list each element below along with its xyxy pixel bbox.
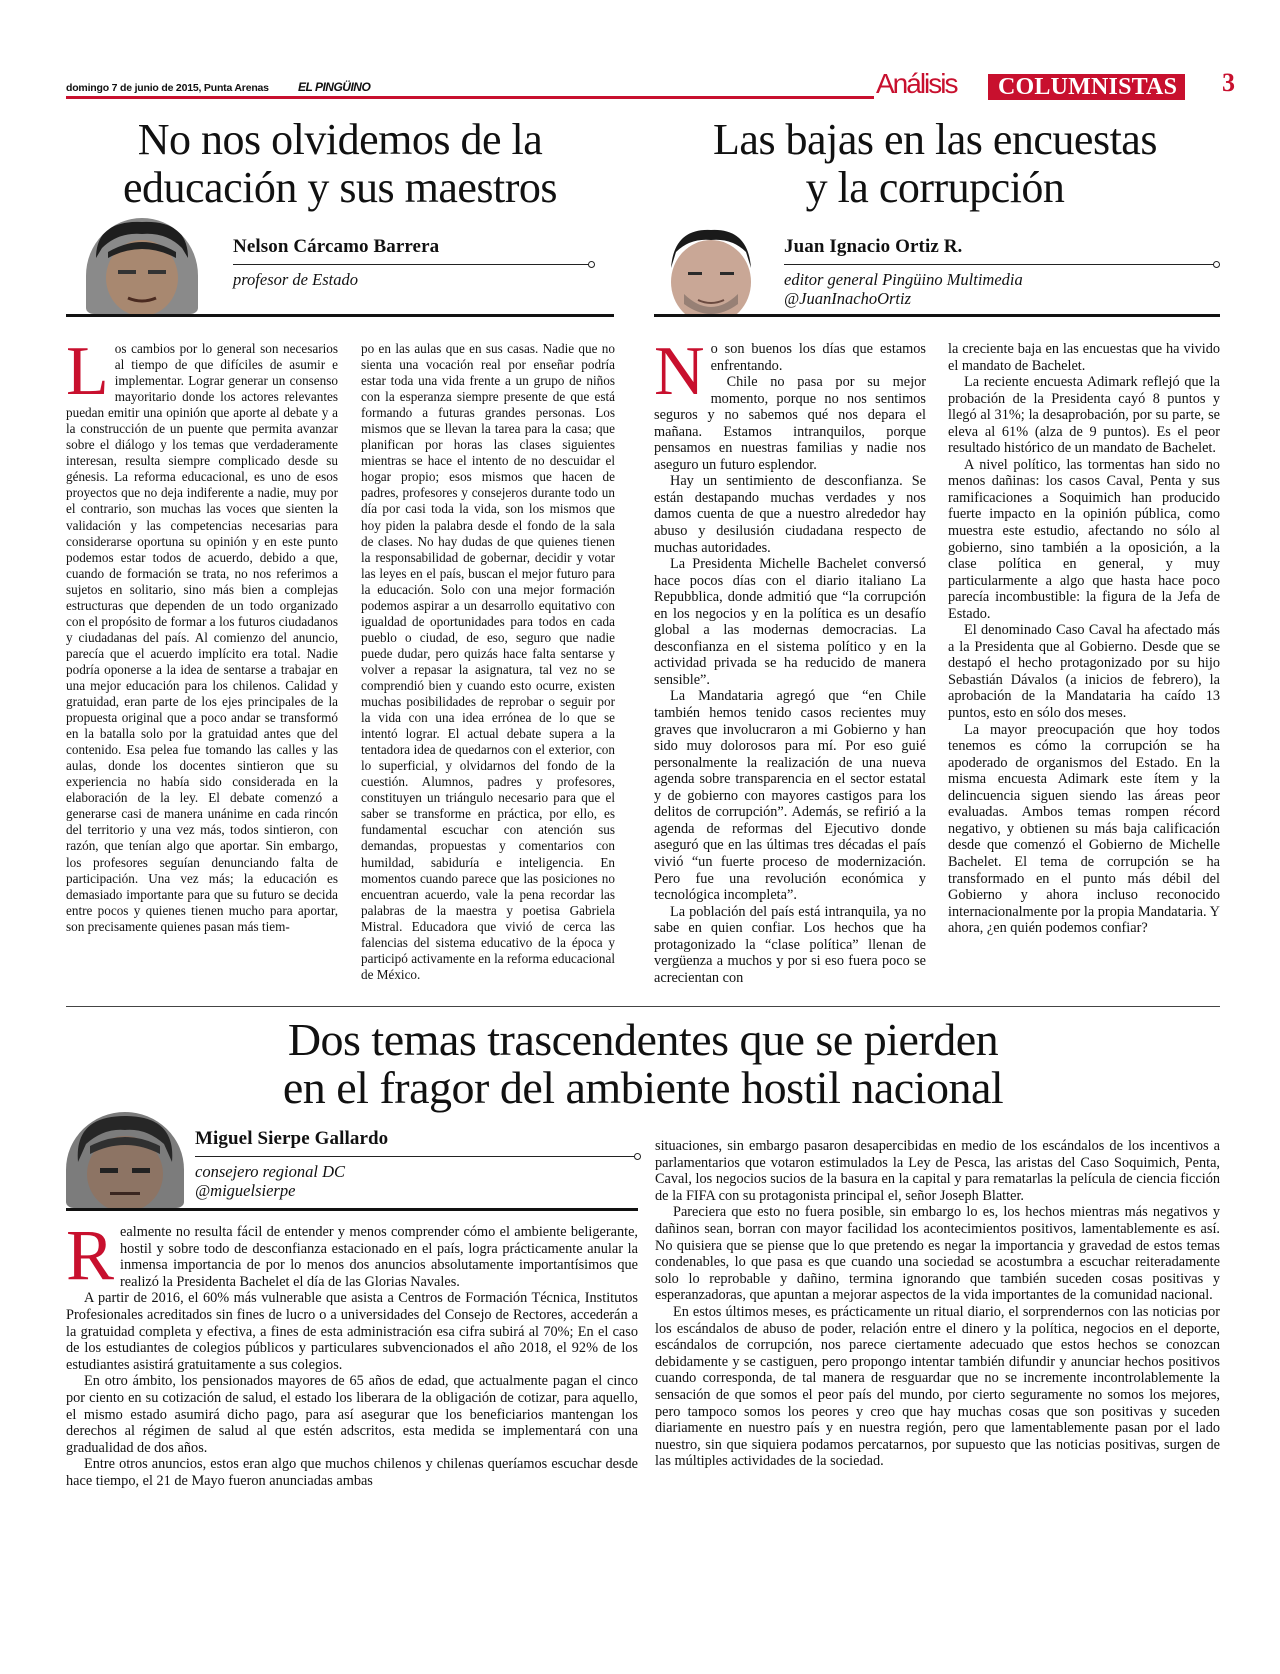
- article2-column2: [948, 341, 1220, 937]
- section-analisis: Análisis: [876, 68, 957, 99]
- article2-paragraph: la creciente baja en las encuestas que ha vivido el mandato de Bachelet.: [948, 341, 1220, 374]
- article1-role: profesor de Estado: [233, 270, 358, 289]
- article2-author: Juan Ignacio Ortiz R.: [784, 236, 963, 257]
- article2-rule: [654, 314, 1220, 317]
- article2-paragraph: Chile no pasa por su mejor momento, porque no nos sentimos seguros y no sabemos qué nos depara el mañana. Estamos intranquilos, porque pensamos en nuestras familias y nadie nos aseguro un futuro esplendor.: [654, 374, 926, 473]
- article2-author-rule: [784, 264, 1216, 265]
- article3-column1: [66, 1215, 638, 1490]
- article1-paragraph: po en las aulas que en sus casas. Nadie que no sienta una vocación real por enseñar podría estar toda una vida frente a un grupo de niños con la esperanza siempre presente de que está formando a futuras grandes personas. Los mismos que se llevan la tarea para la casa; que planifican por horas las clases siguientes mientras se hace el intento de no descuidar el hogar propio; esos mismos que hacen de padres, profesores y consejeros durante todo un día por casi toda la vida, son los mismos que hoy piden la palabra desde el fondo de la sala de clases. No hay dudas de que quienes tienen la responsabilidad de gobernar, decidir y votar las leyes en el país, buscan el mejor futuro para la educación. Solo con una mejor formación podemos aspirar a un desarrollo equitativo con igualdad de oportunidades para todos en cada pueblo o ciudad, de eso, seguro que nadie puede dudar, pero quizás hace falta sentarse y volver a repasar la asignatura, tal vez no se comprendió bien y cuando esto ocurre, existen muchas posibilidades de reprobar o seguir por la vida con una idea errónea de lo que se intentó lograr. El actual debate supera a la tentadora idea de quedarnos con el exterior, con lo superficial, y olvidarnos del fondo de la cuestión. Alumnos, padres y profesores, constituyen un triángulo necesario para que el saber se transforme en práctica, por ello, es fundamental escuchar con atención sus demandas, propuestas y comentarios con humildad, sabiduría e inteligencia. En momentos cuando parece que las posiciones no encuentran acuerdo, vale la pena recordar las palabras de la maestra y poetisa Gabriela Mistral. Educadora que vivió de cerca las falencias del sistema educativo de la época y participó activamente en la reforma educacional de México.: [361, 341, 615, 982]
- article3-title: [66, 1016, 1220, 1112]
- header-red-rule: [66, 96, 874, 99]
- article1-rule: [66, 314, 614, 317]
- article2-dropcap: N: [654, 333, 705, 410]
- article2-role: [784, 270, 1023, 308]
- issue-date: domingo 7 de junio de 2015, Punta Arenas: [66, 82, 269, 94]
- article3-paragraph: ealmente no resulta fácil de entender y menos comprender cómo el ambiente beligerante, hostil y sobre todo de desconfianza estacionado en el país, logra prácticamente anular la inmensa importancia de por lo menos dos anuncios absolutamente importantísimos que realizó la Presidenta Bachelet el día de las Glorias Navales.: [120, 1224, 638, 1290]
- article2-title-line2: y la corrupción: [805, 163, 1065, 212]
- section-separator: [66, 1006, 1220, 1007]
- article1-paragraph: os cambios por lo general son necesarios al tiempo de que difíciles de asumir e implementar. Lograr generar un consenso mayoritario donde los actores relevantes puedan emitir una opinión que aporte al debate y a la construcción de un puente que permita avanzar sobre el diálogo y los temas que verdaderamente interesan, resulta siempre complicado desde su génesis. La reforma educacional, es uno de esos proyectos que no deja indiferente a nadie, muy por el contrario, son muchas las voces que sienten la validación y las competencias necesarias para considerarse oportuna su opinión y en este punto podemos estar todos de acuerdo, debido a que, cuando de formación se trata, no nos referimos a sujetos en solitario, sino más bien a complejas estructuras que dependen de un todo organizado con el propósito de formar a los futuros ciudadanos y ciudadanas del país. Al comienzo del anuncio, parecía que el acuerdo implícito era total. Nadie podría oponerse a la idea de sentarse a trabajar en una mejor educación para los chilenos. Calidad y gratuidad, eran parte de los ejes principales de la propuesta original que a poco andar se transformó en la batalla solo por la gratuidad antes que del contenido. Esa pelea fue tomando las calles y las aulas, donde los docentes sintieron que su experiencia no había sido considerada en la elaboración de la ley. El debate comenzó a generarse casi de manera unánime en cada rincón del territorio y una vez más, todos sintieron, con razón, que tenían algo que aportar. Sin embargo, los profesores seguían denunciando falta de participación. Una vez más; la educación es demasiado importante para que su futuro se decida entre pocos y quienes tienen mucho para aportar, son precisamente quienes pasan más tiem-: [66, 341, 338, 934]
- article1-dropcap: L: [66, 333, 109, 410]
- article2-paragraph: o son buenos los días que estamos enfrentando.: [710, 341, 926, 374]
- article2-handle: @JuanInachoOrtiz: [784, 289, 911, 308]
- publication-name: EL PINGÜINO: [298, 80, 371, 94]
- article3-paragraph: En estos últimos meses, es prácticamente un ritual diario, el sorprendernos con las noticias por los escándalos de abuso de poder, relación entre el dinero y la política, negocios en el deporte, escándalos de corrupción, nos parece ciertamente adecuado que estos hechos se conozcan debidamente y se castiguen, pero propongo intentar también difundir y anunciar hechos positivos cuando corresponda, de tal manera de resguardar que no se incremente incontrolablemente la sensación de que somos el peor país del mundo, por cierto seguramente no somos los mejores, pero tampoco somos los peores y creo que hay muchas cosas que son positivas y suceden diariamente en nuestro país y en nuestra región, pero que lamentablemente pasan por el lado nuestro, sin que siquiera podamos percatarnos, por supuesto que las noticias positivas, surgen de las múltiples actividades de la sociedad.: [655, 1303, 1220, 1470]
- article3-rule: [66, 1208, 638, 1211]
- page-header: [66, 68, 1235, 102]
- article3-title-line1: Dos temas trascendentes que se pierden: [287, 1014, 999, 1065]
- article2-paragraph: El denominado Caso Caval ha afectado más a la Presidenta que al Gobierno. Desde que se destapó el hecho protagonizado por su hijo Sebastián Dávalos (a inicios de febrero), la aprobación de la Mandataria ha caído 13 puntos, esto en sólo dos meses.: [948, 622, 1220, 722]
- article2-paragraph: Hay un sentimiento de desconfianza. Se están destapando muchas verdades y nos damos cuenta de que a nuestro alrededor hay abuso y desilusión ciudadana respecto de muchas autoridades.: [654, 473, 926, 556]
- article2-paragraph: A nivel político, las tormentas han sido no menos dañinas: los casos Caval, Penta y sus ramificaciones a Soquimich han producido fuerte impacto en la opinión pública, como muestra este estudio, afectando no sólo al gobierno, sino también a la oposición, a la clase política en general, y muy particularmente a algo que hasta hace poco parecía incombustible: la figura de la Jefa de Estado.: [948, 456, 1220, 622]
- article3-author: Miguel Sierpe Gallardo: [195, 1128, 389, 1149]
- article3-column2: [655, 1138, 1220, 1470]
- section-columnistas: COLUMNISTAS: [988, 74, 1185, 100]
- article1-column1: [66, 333, 338, 935]
- author-photo-nelson: [86, 218, 198, 314]
- article2-paragraph: La Presidenta Michelle Bachelet conversó hace pocos días con el diario italiano La Repubblica, donde admitió que “la corrupción en los negocios y en la política es un desafío global a las modernas democracias. La desconfianza en el sistema político y en la actividad privada se ha reducido de manera sensible”.: [654, 556, 926, 688]
- article2-paragraph: La reciente encuesta Adimark reflejó que la probación de la Presidenta cayó 8 puntos y llegó al 31%; la desaprobación, por su parte, se eleva al 61% (alza de 9 puntos). Es el peor resultado histórico de un mandato de Bachelet.: [948, 374, 1220, 457]
- article1-title-line2: educación y sus maestros: [123, 163, 557, 212]
- article3-handle: @miguelsierpe: [195, 1181, 296, 1200]
- article3-paragraph: Entre otros anuncios, estos eran algo que muchos chilenos y chilenas queríamos escuchar desde hace tiempo, el 21 de Mayo fueron anunciadas ambas: [66, 1456, 638, 1489]
- article1-column2: [361, 341, 615, 983]
- article1-title: [40, 116, 640, 212]
- article2-column1: [654, 333, 926, 986]
- article3-paragraph: En otro ámbito, los pensionados mayores de 65 años de edad, que actualmente pagan el cinco por ciento en su cotización de salud, el estado los liberara de la obligación de cotizar, para aquello, el mismo estado asumirá dicho pago, para así asegurar que los beneficiarios mantengan los derechos al régimen de salud al que estén adscritos, esta medida se implementará con una gradualidad de dos años.: [66, 1373, 638, 1456]
- article2-role-line1: editor general Pingüino Multimedia: [784, 270, 1023, 289]
- article1-author-rule: [233, 264, 591, 265]
- article3-title-line2: en el fragor del ambiente hostil nacional: [282, 1062, 1004, 1113]
- article3-paragraph: Pareciera que esto no fuera posible, sin embargo lo es, los hechos mientras más negativos y dañinos sean, borran con mayor facilidad los acontecimientos positivos, lamentablemente es así. No quisiera que se piense que lo que pretendo es negar la importancia y gravedad de estos temas condenables, lo que pasa es que cuando una sociedad se acostumbra a escuchar reiteradamente solo lo reprobable y dañino, termina ignorando que también suceden cosas positivas y esperanzadoras, que apuntan a mejorar aspectos de la vida importantes de la comunidad nacional.: [655, 1204, 1220, 1304]
- article2-paragraph: La mayor preocupación que hoy todos tenemos es cómo la corrupción se ha apoderado de organismos del Estado. En la misma encuesta Adimark este ítem y la delincuencia siguen siendo las áreas peor evaluadas. Ambos temas rompen récord negativo, y obtienen su más baja calificación desde que comenzó el Gobierno de Michelle Bachelet. El tema de corrupción se ha transformado en el punto más débil del Gobierno y ahora incluso reconocido internacionalmente por la propia Mandataria. Y ahora, ¿en quién podemos confiar?: [948, 721, 1220, 937]
- article3-paragraph: A partir de 2016, el 60% más vulnerable que asista a Centros de Formación Técnica, Institutos Profesionales acreditados sin fines de lucro o a universidades del Consejo de Rectores, accederán a la gratuidad completa y efectiva, a fines de esta administración esa cifra subirá al 70%; En el caso de los estudiantes de colegios públicos y particulares subvencionados el año 2018, el 92% de los estudiantes asistirá gratuitamente a sus colegios.: [66, 1290, 638, 1373]
- page-number: 3: [1222, 68, 1235, 97]
- article2-title: [648, 116, 1222, 212]
- article1-title-line1: No nos olvidemos de la: [137, 115, 543, 164]
- article3-role: [195, 1162, 345, 1200]
- author-photo-juan: [654, 224, 768, 316]
- article2-title-line1: Las bajas en las encuestas: [713, 115, 1157, 164]
- article3-role-line1: consejero regional DC: [195, 1162, 346, 1181]
- article3-author-rule: [195, 1156, 637, 1157]
- article3-dropcap: R: [66, 1215, 115, 1295]
- section-label: [876, 66, 1246, 106]
- article2-paragraph: La Mandataria agregó que “en Chile también hemos tenido casos recientes muy graves que involucraron a mi Gobierno y han sido muy dolorosos para mí. Por eso guié personalmente la realización de una nueva agenda sobre transparencia en el sector estatal y de gobierno con mayores castigos para los delitos de corrupción”. Además, se refirió a la agenda de reformas del Ejecutivo donde aseguró que en las últimas tres décadas el país vivió “un fuerte proceso de modernización. Pero fue una revolución económica y tecnológica incompleta”.: [654, 688, 926, 904]
- author-photo-miguel: [66, 1112, 184, 1208]
- article1-author: Nelson Cárcamo Barrera: [233, 236, 440, 257]
- article3-paragraph: situaciones, sin embargo pasaron desapercibidas en medio de los escándalos de los incentivos a parlamentarios que votaron estimulados la Ley de Pesca, las aristas del Caso Soquimich, Penta, Caval, los negocios sucios de la basura en la capital y para rematarlas la película de ciencia ficción de la FIFA con su protagonista principal el, señor Joseph Blatter.: [655, 1138, 1220, 1204]
- article2-paragraph: La población del país está intranquila, ya no sabe en quien confiar. Los hechos que ha protagonizado la “clase política” llenan de vergüenza a muchos y por si eso fuera poco se acrecientan con: [654, 903, 926, 986]
